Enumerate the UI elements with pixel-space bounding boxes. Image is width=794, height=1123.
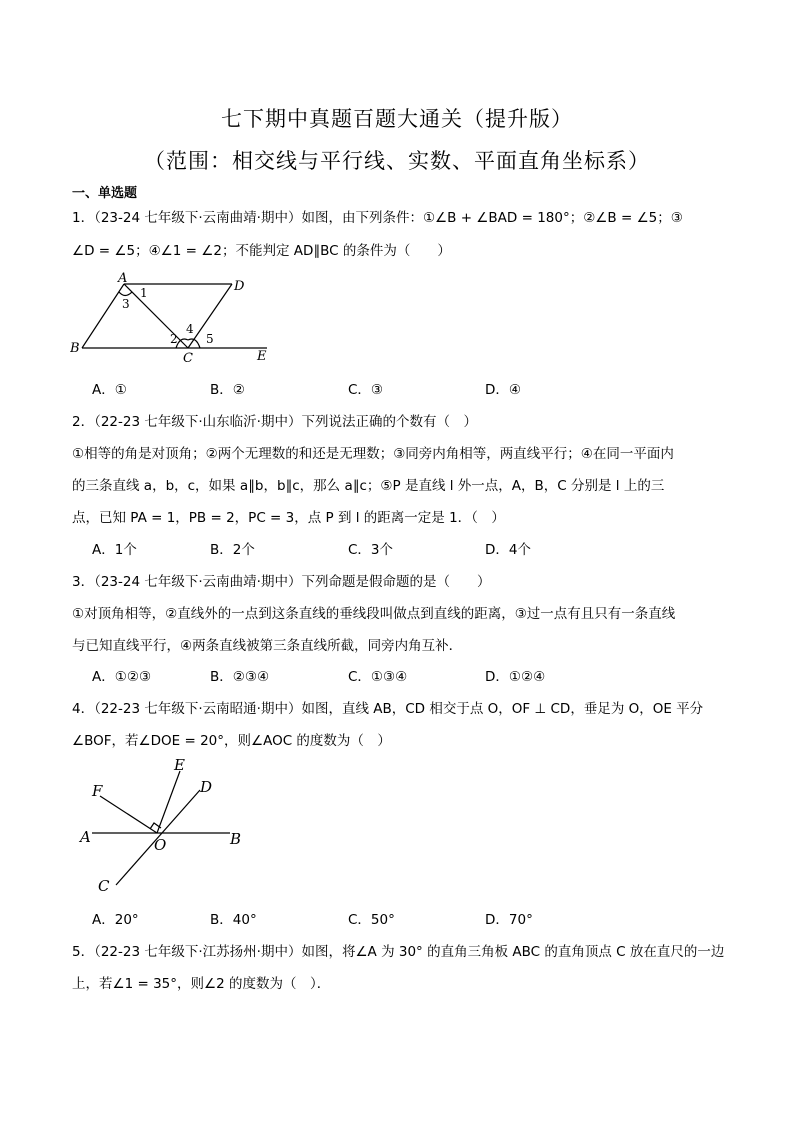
- q2-option-d[interactable]: D．4个: [485, 542, 531, 558]
- q4-label-E: E: [174, 756, 185, 774]
- q4-intersecting-lines-figure: [70, 752, 255, 897]
- q1-label-C: C: [183, 351, 193, 365]
- q3-text-line: ①对顶角相等，②直线外的一点到这条直线的垂线段叫做点到直线的距离，③过一点有且只有一条直线: [72, 606, 676, 622]
- q1-option-c[interactable]: C．③: [348, 382, 384, 398]
- q3-option-d[interactable]: D．①②④: [485, 669, 546, 685]
- q4-option-c[interactable]: C．50°: [348, 912, 395, 928]
- q2-option-b[interactable]: B．2个: [210, 542, 255, 558]
- q2-text-line: 点，已知 PA = 1，PB = 2，PC = 3，点 P 到 l 的距离一定是 1．（ ）: [72, 510, 505, 526]
- q1-option-d[interactable]: D．④: [485, 382, 521, 398]
- q2-text-line: ①相等的角是对顶角；②两个无理数的和还是无理数；③同旁内角相等，两直线平行；④在同一平面内: [72, 446, 674, 462]
- q1-label-A: A: [118, 271, 128, 286]
- q4-option-d[interactable]: D．70°: [485, 912, 533, 928]
- q1-text-line: ∠D = ∠5；④∠1 = ∠2；不能判定 AD∥BC 的条件为（ ）: [72, 243, 451, 259]
- q4-text-line: ∠BOF，若∠DOE = 20°，则∠AOC 的度数为（ ）: [72, 733, 391, 749]
- q4-label-B: B: [230, 830, 242, 848]
- q4-option-b[interactable]: B．40°: [210, 912, 257, 928]
- q1-text-line: 1．（23-24 七年级下·云南曲靖·期中）如图，由下列条件：①∠B + ∠BAD = 180°；②∠B = ∠5；③: [72, 210, 683, 226]
- q1-angle-1: 1: [140, 286, 148, 300]
- q1-option-a[interactable]: A．①: [92, 382, 127, 398]
- document-title: 七下期中真题百题大通关（提升版）: [221, 107, 573, 131]
- q4-label-C: C: [98, 877, 110, 895]
- q3-option-b[interactable]: B．②③④: [210, 669, 270, 685]
- q3-text-line: 3．（23-24 七年级下·云南曲靖·期中）下列命题是假命题的是（ ）: [72, 574, 491, 590]
- q1-parallelogram-figure: [70, 270, 280, 365]
- q2-text-line: 2．（22-23 七年级下·山东临沂·期中）下列说法正确的个数有（ ）: [72, 414, 477, 430]
- q3-text-line: 与已知直线平行，④两条直线被第三条直线所截，同旁内角互补．: [72, 638, 463, 654]
- q1-angle-4: 4: [186, 322, 194, 336]
- q1-angle-2: 2: [170, 332, 178, 346]
- q4-text-line: 4．（22-23 七年级下·云南昭通·期中）如图，直线 AB，CD 相交于点 O，OF ⊥ CD，垂足为 O，OE 平分: [72, 701, 704, 717]
- q1-angle-3: 3: [122, 297, 130, 311]
- q1-angle-5: 5: [206, 332, 214, 346]
- q4-label-O: O: [154, 836, 167, 854]
- q2-option-c[interactable]: C．3个: [348, 542, 394, 558]
- q2-text-line: 的三条直线 a，b，c，如果 a∥b，b∥c，那么 a∥c；⑤P 是直线 l 外一点，A，B，C 分别是 l 上的三: [72, 478, 665, 494]
- q1-label-E: E: [257, 349, 267, 364]
- q4-option-a[interactable]: A．20°: [92, 912, 139, 928]
- q1-label-D: D: [234, 279, 245, 294]
- section-heading: 一、单选题: [72, 186, 138, 201]
- q2-option-a[interactable]: A．1个: [92, 542, 137, 558]
- q4-label-A: A: [80, 828, 91, 846]
- q3-option-c[interactable]: C．①③④: [348, 669, 408, 685]
- q5-text-line: 5．（22-23 七年级下·江苏扬州·期中）如图，将∠A 为 30° 的直角三角板 ABC 的直角顶点 C 放在直尺的一边: [72, 944, 725, 960]
- q4-label-F: F: [92, 782, 103, 800]
- q3-option-a[interactable]: A．①②③: [92, 669, 152, 685]
- q1-option-b[interactable]: B．②: [210, 382, 245, 398]
- q4-label-D: D: [200, 778, 213, 796]
- q5-text-line: 上，若∠1 = 35°，则∠2 的度数为（ ）．: [72, 976, 331, 992]
- document-subtitle: （范围：相交线与平行线、实数、平面直角坐标系）: [144, 149, 650, 173]
- q1-label-B: B: [70, 341, 80, 356]
